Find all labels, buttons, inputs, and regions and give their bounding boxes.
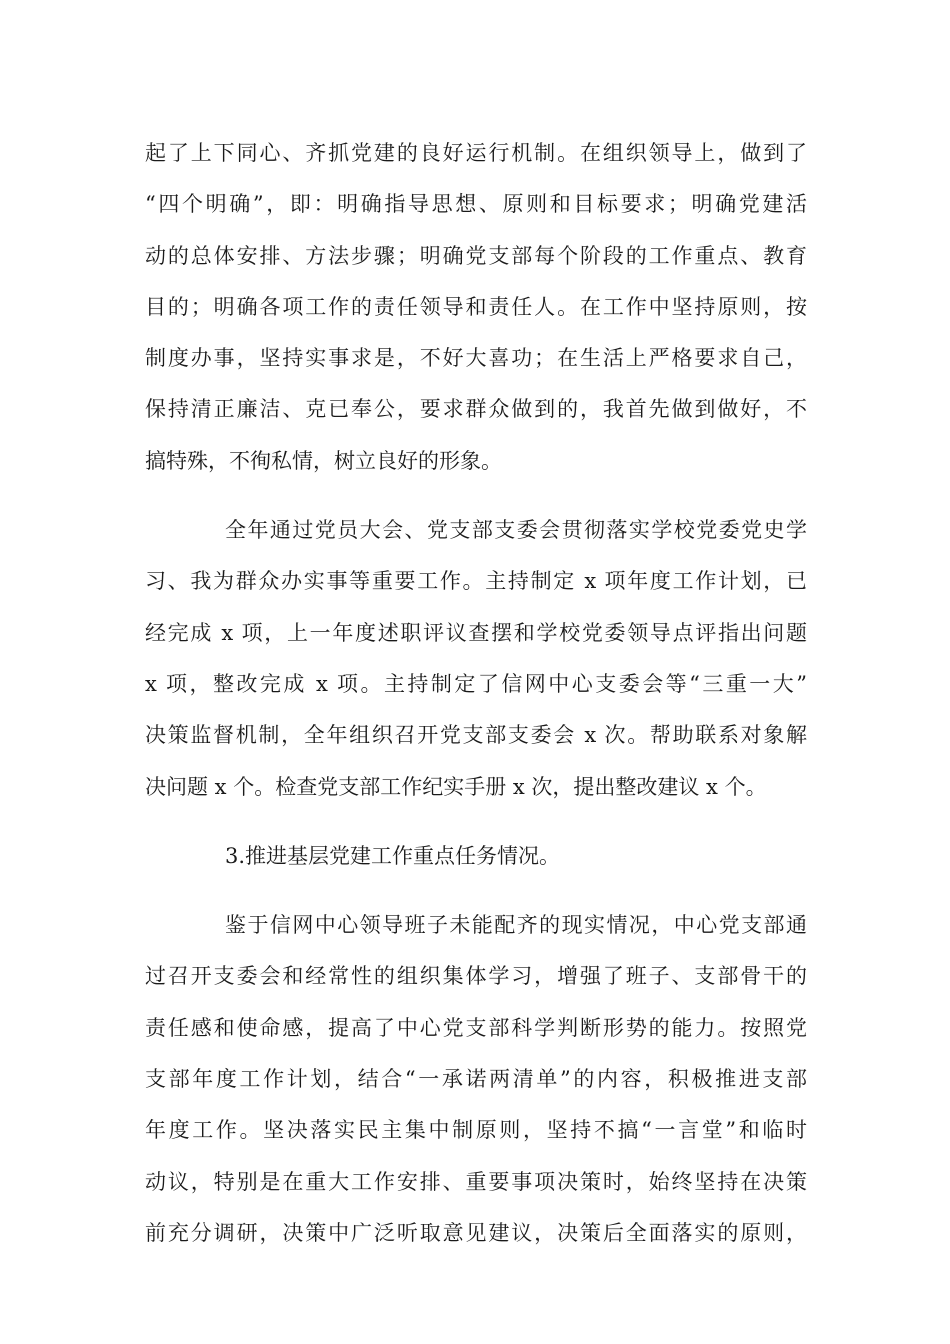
document-body (145, 128, 807, 1259)
text-line: 决问题 x 个。检查党支部工作纪实手册 x 次，提出整改建议 x 个。 (145, 774, 767, 799)
paragraph-1 (145, 128, 807, 487)
text-line: 鉴于信网中心领导班子未能配齐的现实情况，中心党支部通 (225, 913, 807, 938)
text-line: “四个明确”，即：明确指导思想、原则和目标要求；明确党建活 (145, 192, 807, 217)
text-line: 决策监督机制，全年组织召开党支部支委会 x 次。帮助联系对象解 (145, 723, 807, 748)
text-line: 制度办事，坚持实事求是，不好大喜功；在生活上严格要求自己， (145, 346, 807, 371)
text-line: 目的；明确各项工作的责任领导和责任人。在工作中坚持原则，按 (145, 294, 807, 319)
text-line: 全年通过党员大会、党支部支委会贯彻落实学校党委党史学 (225, 518, 807, 543)
text-line: 搞特殊，不徇私情，树立良好的形象。 (145, 448, 502, 473)
text-line: 过召开支委会和经常性的组织集体学习，增强了班子、支部骨干的 (145, 964, 807, 989)
text-line: 动议，特别是在重大工作安排、重要事项决策时，始终坚持在决策 (145, 1169, 807, 1194)
text-line: 年度工作。坚决落实民主集中制原则，坚持不搞“一言堂”和临时 (145, 1118, 807, 1143)
text-line: x 项，整改完成 x 项。主持制定了信网中心支委会等“三重一大” (145, 671, 807, 696)
paragraph-spacing (145, 487, 807, 505)
paragraph-spacing (145, 882, 807, 900)
text-line: 责任感和使命感，提高了中心党支部科学判断形势的能力。按照党 (145, 1015, 807, 1040)
paragraph-3 (145, 900, 807, 1259)
paragraph-2 (145, 505, 807, 813)
text-line: 经完成 x 项，上一年度述职评议查摆和学校党委领导点评指出问题 (145, 620, 807, 645)
text-line: 习、我为群众办实事等重要工作。主持制定 x 项年度工作计划，已 (145, 569, 807, 594)
text-line: 前充分调研，决策中广泛听取意见建议，决策后全面落实的原则， (145, 1220, 807, 1245)
text-line: 保持清正廉洁、克已奉公，要求群众做到的，我首先做到做好，不 (145, 397, 807, 422)
text-line: 动的总体安排、方法步骤；明确党支部每个阶段的工作重点、教育 (145, 243, 807, 268)
text-line: 支部年度工作计划，结合“一承诺两清单”的内容，积极推进支部 (145, 1067, 807, 1092)
heading-line: 3.推进基层党建工作重点任务情况。 (225, 843, 561, 868)
section-heading (145, 831, 807, 882)
text-line: 起了上下同心、齐抓党建的良好运行机制。在组织领导上，做到了 (145, 141, 807, 165)
paragraph-spacing (145, 813, 807, 831)
